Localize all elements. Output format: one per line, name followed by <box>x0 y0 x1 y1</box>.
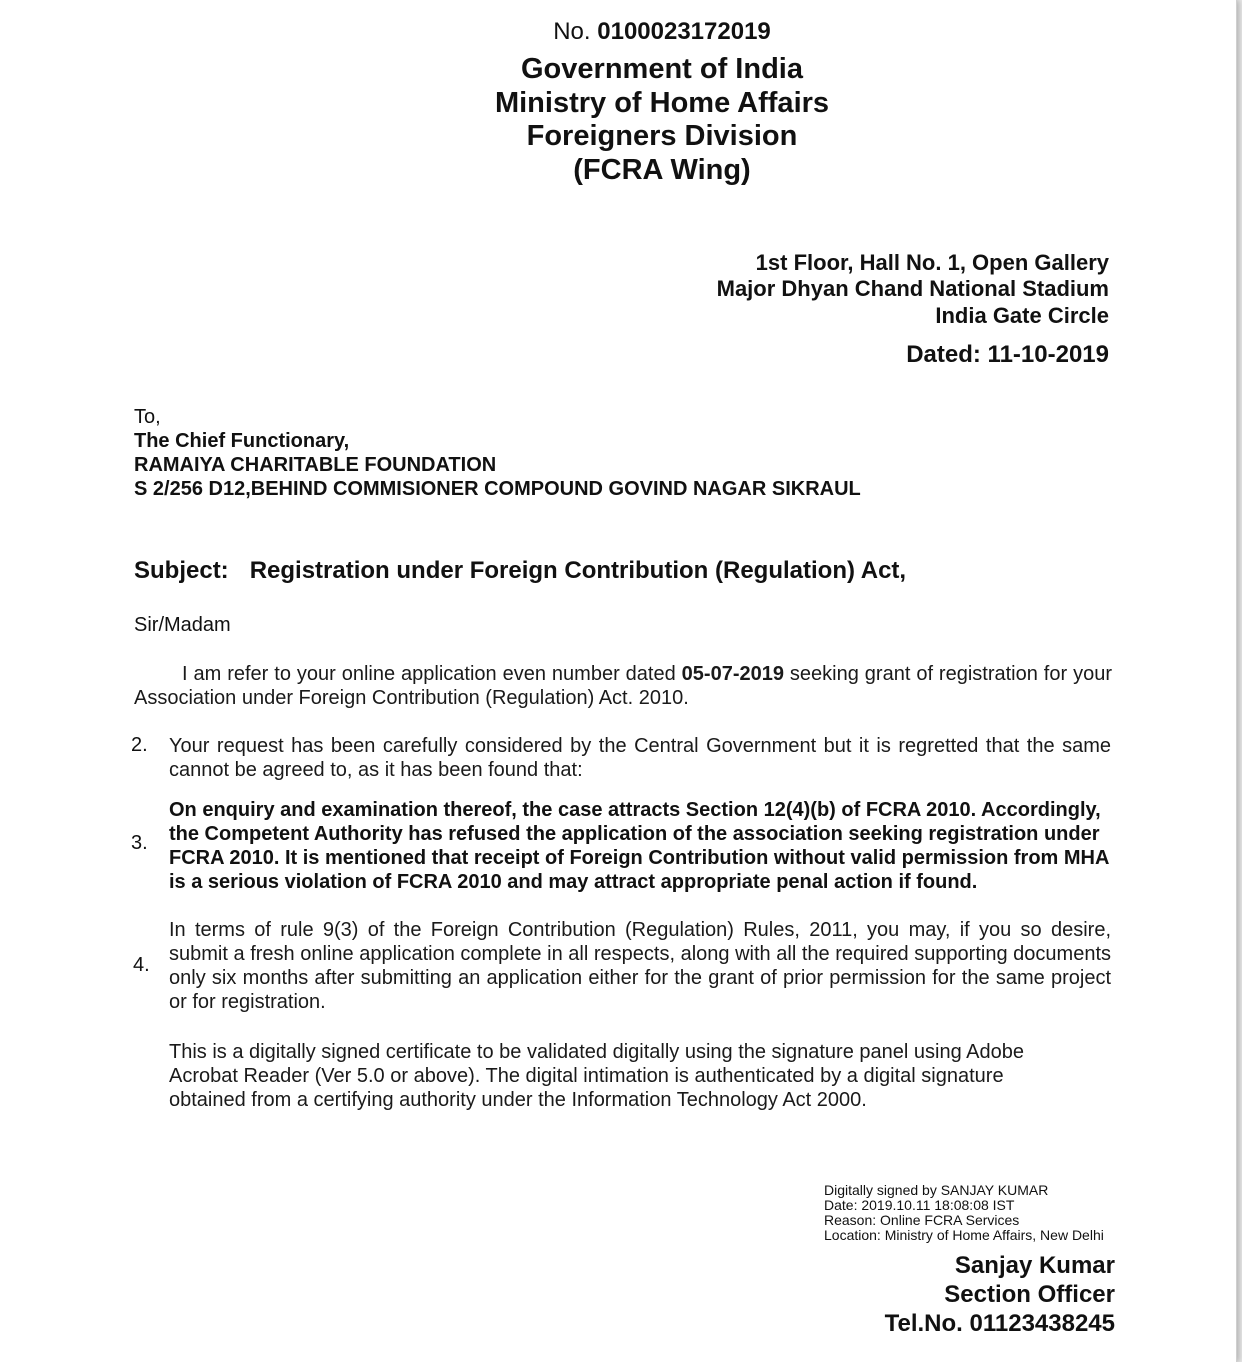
signature-signed-by: Digitally signed by SANJAY KUMAR <box>824 1182 1049 1198</box>
paragraph-1-text-end: seeking grant of registration for your Association under Foreign Contribution (Regulation) Act. 2010. <box>134 663 1112 709</box>
address-line-1: 1st Floor, Hall No. 1, Open Gallery <box>755 250 1109 275</box>
subject-line <box>134 557 906 585</box>
paragraph-1 <box>134 662 1112 710</box>
digital-signature-block <box>824 1183 1104 1243</box>
header-division: Foreigners Division <box>526 120 798 152</box>
signer-name: Sanjay Kumar <box>954 1252 1115 1279</box>
document-number <box>0 18 1237 46</box>
recipient-address: S 2/256 D12,BEHIND COMMISIONER COMPOUND GOVIND NAGAR SIKRAUL <box>134 478 861 500</box>
address-line-2: Major Dhyan Chand National Stadium <box>716 276 1109 301</box>
subject-label: Subject: <box>134 557 229 584</box>
signature-date: Date: 2019.10.11 18:08:08 IST <box>824 1197 1015 1213</box>
recipient-title: The Chief Functionary, <box>134 430 350 452</box>
paragraph-2-number: 2. <box>131 734 148 756</box>
salutation: Sir/Madam <box>134 614 231 636</box>
paragraph-5: This is a digitally signed certificate to be validated digitally using the signature panel using Adobe Acrobat Reader (Ver 5.0 or above). The digital intimation is authenticated by a digital signature obtained from a certifying authority under the Information Technology Act 2000. <box>169 1041 1024 1111</box>
recipient-organization: RAMAIYA CHARITABLE FOUNDATION <box>134 454 497 476</box>
header-wing: (FCRA Wing) <box>573 154 751 186</box>
header-ministry: Ministry of Home Affairs <box>494 87 830 119</box>
paragraph-2: Your request has been carefully considered by the Central Government but it is regretted that the same cannot be agreed to, as it has been found that: <box>169 735 1111 781</box>
to-label: To, <box>134 406 161 428</box>
paragraph-4: In terms of rule 9(3) of the Foreign Contribution (Regulation) Rules, 2011, you may, if you so desire, submit a fresh online application complete in all respects, along with all the required supporting documents only six months after submitting an application either for the grant of prior permission for the same project or for registration. <box>169 919 1111 1013</box>
letter-date: Dated: 11-10-2019 <box>906 341 1109 368</box>
signature-location: Location: Ministry of Home Affairs, New Delhi <box>824 1227 1104 1243</box>
document-number-value: 0100023172019 <box>597 18 771 45</box>
signature-reason: Reason: Online FCRA Services <box>824 1212 1020 1228</box>
header-government: Government of India <box>521 53 803 85</box>
signer-title: Section Officer <box>944 1281 1115 1308</box>
paragraph-3: On enquiry and examination thereof, the case attracts Section 12(4)(b) of FCRA 2010. Accordingly, the Competent Authority has refused the application of the association seeking registration under FCRA 2010. It is mentioned that receipt of Foreign Contribution without valid permission from MHA is a serious violation of FCRA 2010 and may attract appropriate penal action if found. <box>169 799 1109 893</box>
signer-telephone: Tel.No. 01123438245 <box>884 1310 1115 1337</box>
application-date: 05-07-2019 <box>681 663 784 685</box>
subject-text: Registration under Foreign Contribution (Regulation) Act, <box>249 557 907 584</box>
paragraph-4-number: 4. <box>133 954 150 976</box>
document-number-label: No. <box>553 18 591 45</box>
paragraph-1-text: I am refer to your online application even number dated <box>182 663 682 685</box>
paragraph-3-number: 3. <box>131 832 148 854</box>
address-line-3: India Gate Circle <box>935 303 1109 328</box>
